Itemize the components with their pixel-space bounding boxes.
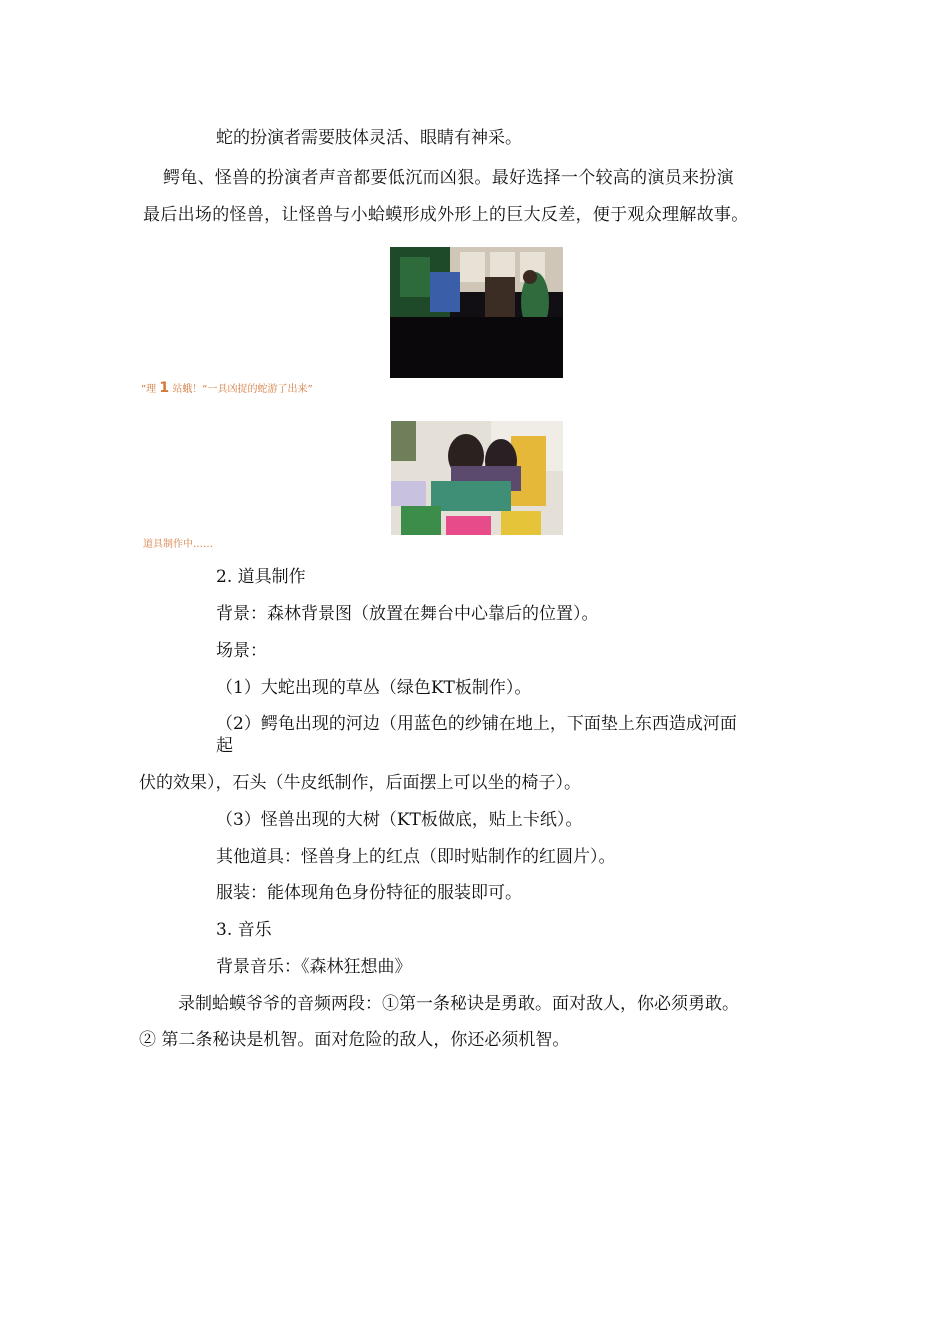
caption-number: 1 [159, 380, 170, 396]
paragraph-monster-contrast: 最后出场的怪兽，让怪兽与小蛤蟆形成外形上的巨大反差，便于观众理解故事。 [143, 205, 749, 225]
prop-making-photo [391, 421, 563, 535]
performance-photo [390, 247, 563, 378]
paragraph-turtle-monster-actor: 鳄龟、怪兽的扮演者声音都要低沉而凶狠。最好选择一个较高的演员来扮演 [163, 168, 734, 188]
music-record-2: ② 第二条秘诀是机智。面对危险的敌人，你还必须机智。 [139, 1030, 570, 1050]
props-item-2b: 起 [216, 736, 233, 756]
paragraph-snake-actor: 蛇的扮演者需要肢体灵活、眼睛有神采。 [216, 128, 522, 148]
music-bgm: 背景音乐：《森林狂想曲》 [216, 957, 412, 977]
music-record-1: 录制蛤蟆爷爷的音频两段：①第一条秘诀是勇敢。面对敌人，你必须勇敢。 [178, 994, 739, 1014]
props-background: 背景：森林背景图（放置在舞台中心靠后的位置）。 [216, 604, 599, 624]
props-other: 其他道具：怪兽身上的红点（即时贴制作的红圆片）。 [216, 847, 616, 867]
props-scene-label: 场景： [216, 641, 267, 661]
props-item-3: （3）怪兽出现的大树（KT板做底，贴上卡纸）。 [216, 810, 583, 830]
props-item-1: （1）大蛇出现的草丛（绿色KT板制作）。 [216, 678, 532, 698]
performance-photo-image [390, 247, 563, 378]
photo-caption-snake [141, 381, 313, 397]
prop-making-photo-image [391, 421, 563, 535]
props-costume: 服装：能体现角色身份特征的服装即可。 [216, 883, 522, 903]
heading-props: 2. 道具制作 [216, 567, 306, 587]
heading-music: 3. 音乐 [216, 920, 272, 940]
caption-prefix: ”理 [141, 384, 157, 395]
caption-text: 站蛾！“一具凶捉的蛇游了出来” [172, 384, 313, 395]
props-item-2c: 伏的效果），石头（牛皮纸制作，后面摆上可以坐的椅子）。 [139, 773, 581, 793]
photo-caption-props: 道具制作中…… [143, 539, 213, 550]
props-item-2a: （2）鳄龟出现的河边（用蓝色的纱铺在地上，下面垫上东西造成河面 [216, 714, 737, 734]
